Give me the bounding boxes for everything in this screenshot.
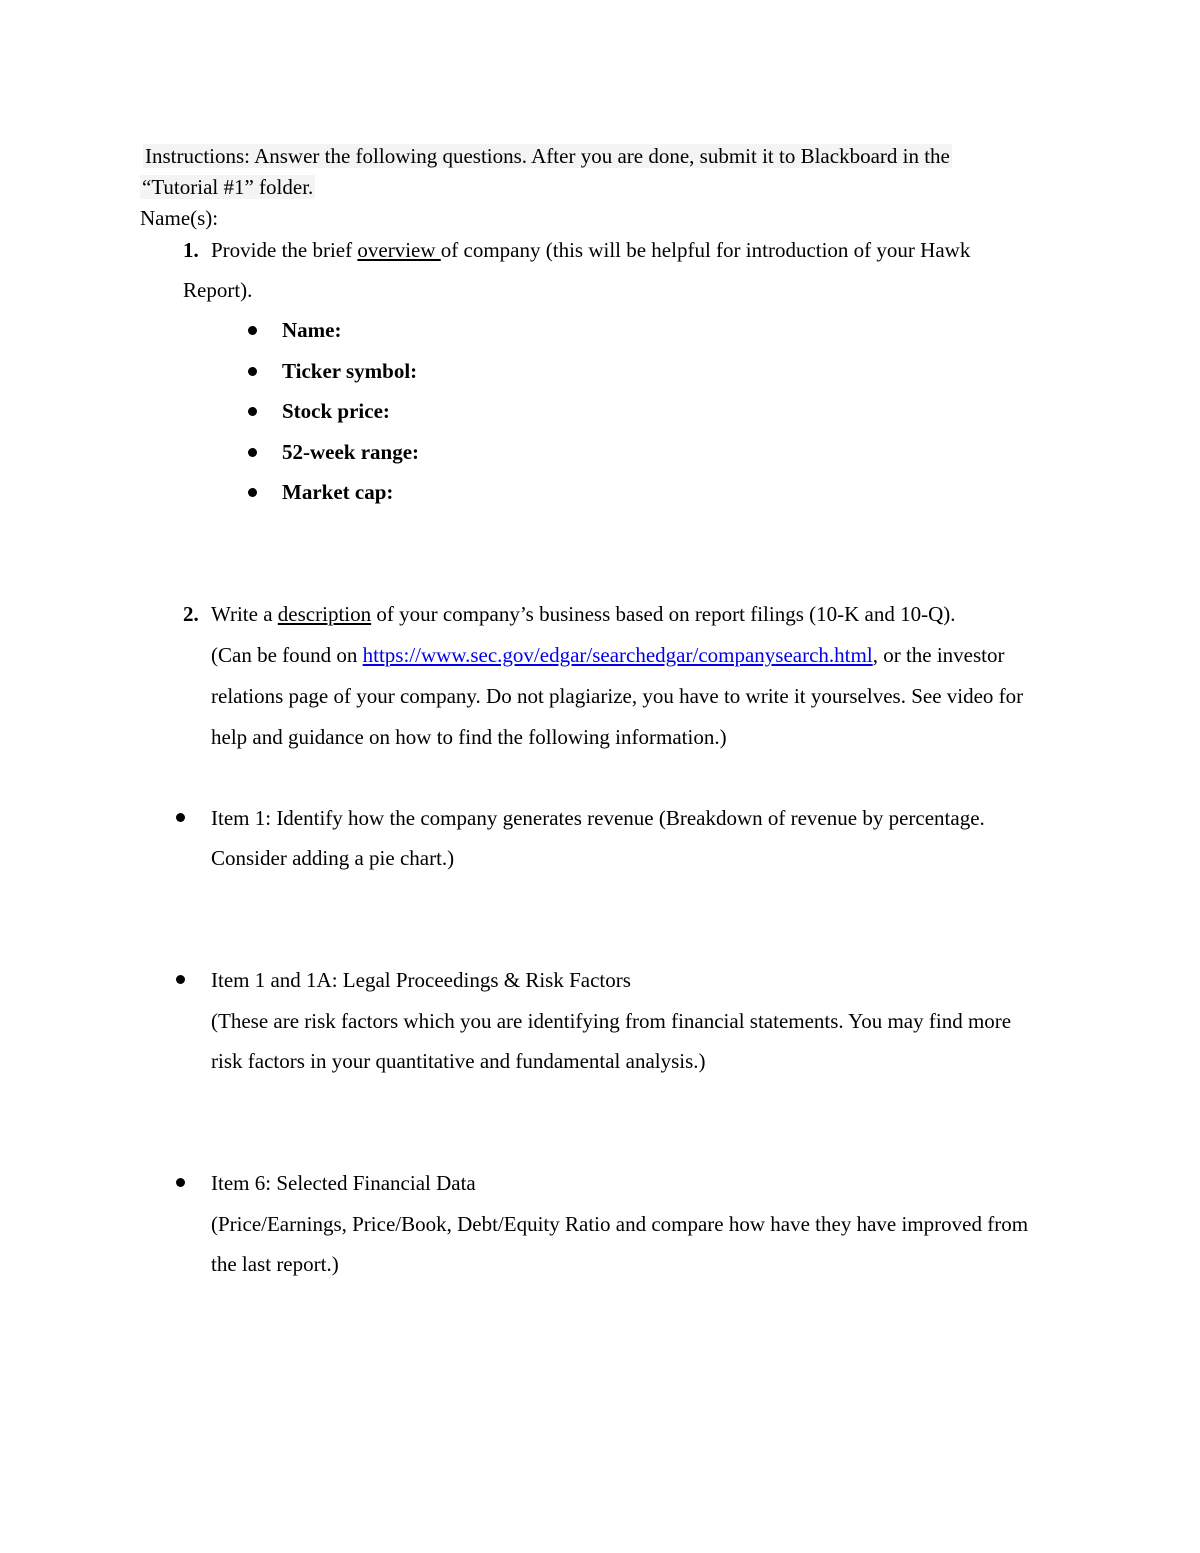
question-1 [183, 238, 970, 262]
item-1a-line-1: Item 1 and 1A: Legal Proceedings & Risk Factors [211, 968, 631, 992]
instructions-text: Instructions: Answer the following questions. After you are done, submit it to Blackboard in the [145, 144, 950, 168]
item-1-line-2: Consider adding a pie chart.) [211, 846, 455, 870]
instructions-line-2 [140, 175, 315, 199]
instructions-folder-text: “Tutorial #1” folder. [142, 175, 314, 199]
question-2-text-before: Write a [211, 602, 278, 626]
bullet-icon [176, 813, 185, 822]
names-label: Name(s): [140, 206, 219, 230]
question-2-line-3: relations page of your company. Do not plagiarize, you have to write it yourselves. See video for [211, 684, 1024, 708]
item-6-line-1: Item 6: Selected Financial Data [211, 1171, 476, 1195]
item-1a-line-2: (These are risk factors which you are identifying from financial statements. You may find more [211, 1009, 1012, 1033]
bullet-market-cap: Market cap: [282, 480, 394, 504]
question-2-line-2 [211, 643, 1005, 667]
item-1a-line-3: risk factors in your quantitative and fundamental analysis.) [211, 1049, 706, 1073]
question-1-number: 1. [183, 238, 199, 262]
question-2-number: 2. [183, 602, 199, 626]
question-1-text-after: of company (this will be helpful for introduction of your Hawk [440, 238, 971, 262]
bullet-icon [248, 367, 257, 376]
bullet-ticker-symbol: Ticker symbol: [282, 359, 418, 383]
question-1-text-before: Provide the brief [211, 238, 358, 262]
bullet-name: Name: [282, 318, 342, 342]
instructions-line-1 [143, 144, 952, 168]
item-6-line-2: (Price/Earnings, Price/Book, Debt/Equity Ratio and compare how have they have improved from [211, 1212, 1029, 1236]
bullet-52-week-range: 52-week range: [282, 440, 420, 464]
question-2-text-after: of your company’s business based on report filings (10-K and 10-Q). [371, 602, 956, 626]
bullet-icon [248, 488, 257, 497]
bullet-stock-price: Stock price: [282, 399, 390, 423]
question-2-line-2-before: (Can be found on [211, 643, 363, 667]
question-2-underlined: description [277, 602, 372, 626]
bullet-icon [248, 326, 257, 335]
question-2-line-4: help and guidance on how to find the following information.) [211, 725, 727, 749]
bullet-icon [248, 448, 257, 457]
bullet-icon [248, 407, 257, 416]
item-1-line-1: Item 1: Identify how the company generates revenue (Breakdown of revenue by percentage. [211, 806, 985, 830]
question-1-line-2: Report). [183, 278, 253, 302]
question-2-line-2-after: , or the investor [872, 643, 1005, 667]
question-2 [183, 602, 956, 626]
bullet-icon [176, 1178, 185, 1187]
question-1-underlined: overview [357, 238, 441, 262]
item-6-line-3: the last report.) [211, 1252, 339, 1276]
bullet-icon [176, 975, 185, 984]
sec-edgar-link[interactable]: https://www.sec.gov/edgar/searchedgar/companysearch.html [362, 643, 873, 667]
